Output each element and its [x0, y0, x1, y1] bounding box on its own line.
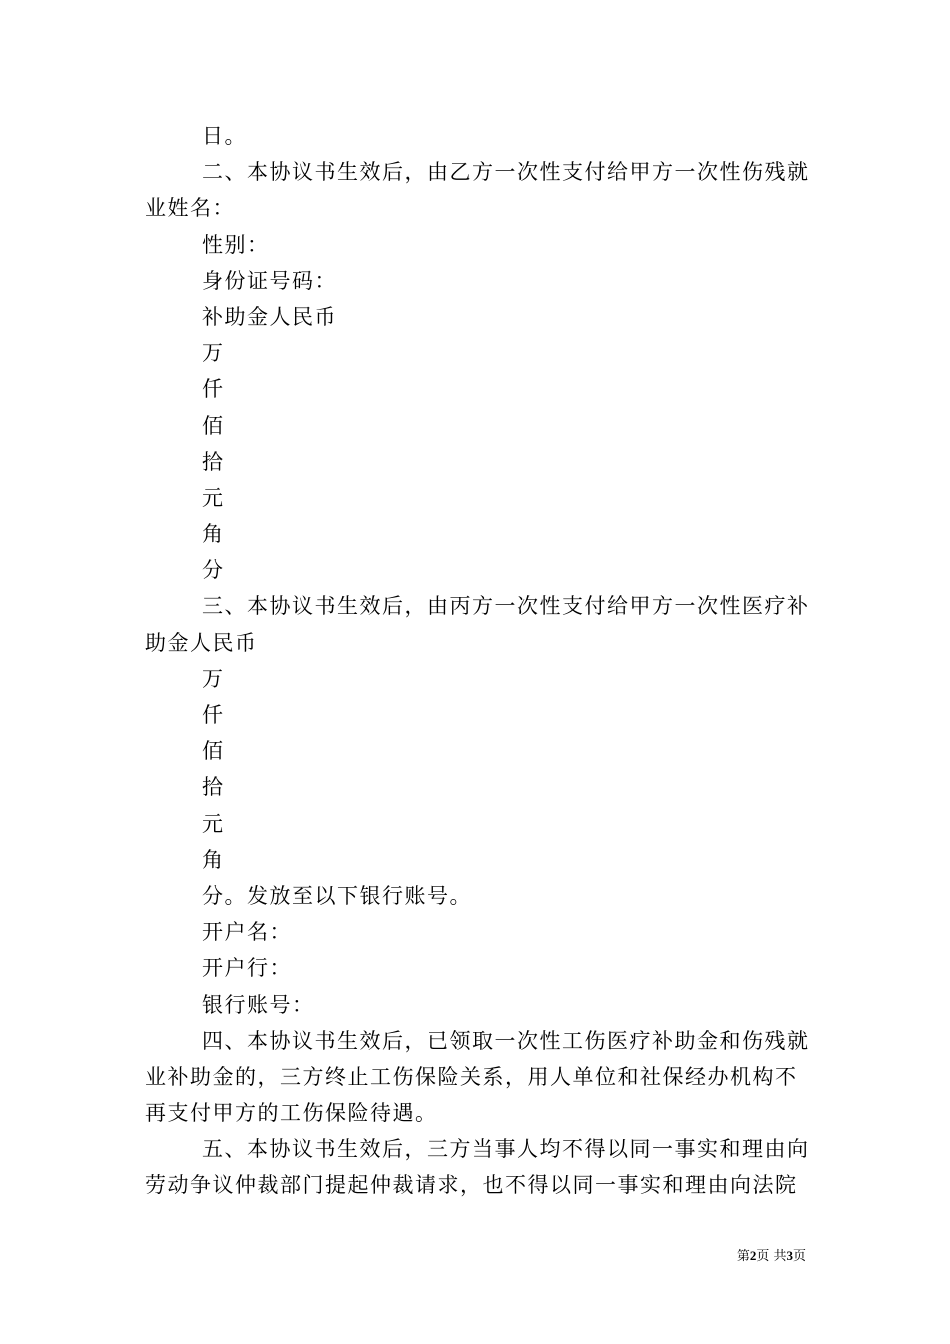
amount-unit: 仟	[202, 377, 225, 402]
bank-branch-label: 开户行：	[202, 956, 292, 981]
id-number-label: 身份证号码：	[202, 268, 337, 293]
amount-unit: 角	[202, 847, 225, 872]
amount-unit: 佰	[202, 739, 225, 764]
document-body	[145, 118, 810, 1204]
text-line: 日。	[202, 124, 247, 148]
clause-four-line: 四、本协议书生效后，已领取一次性工伤医疗补助金和伤残就	[202, 1028, 810, 1053]
amount-unit: 万	[202, 341, 225, 366]
current-page-number: 2	[749, 1248, 757, 1263]
amount-unit: 拾	[202, 775, 225, 800]
clause-three-line: 三、本协议书生效后，由丙方一次性支付给甲方一次性医疗补	[202, 594, 810, 619]
amount-unit: 分。发放至以下银行账号。	[202, 883, 472, 908]
amount-unit: 佰	[202, 413, 225, 438]
footer-suffix: 页	[792, 1249, 806, 1264]
gender-label: 性别：	[202, 232, 270, 257]
text-line: 再支付甲方的工伤保险待遇。	[145, 1101, 438, 1126]
page-footer	[737, 1247, 806, 1266]
amount-unit: 元	[202, 811, 225, 836]
amount-unit: 元	[202, 485, 225, 510]
amount-unit: 万	[202, 666, 225, 691]
total-pages-number: 3	[786, 1248, 793, 1263]
text-line: 助金人民币	[145, 630, 258, 655]
footer-prefix: 第	[736, 1249, 750, 1264]
subsidy-label: 补助金人民币	[202, 304, 337, 329]
bank-account-label: 银行账号：	[202, 992, 315, 1017]
amount-unit: 分	[202, 558, 225, 583]
clause-two-line: 二、本协议书生效后，由乙方一次性支付给甲方一次性伤残就	[202, 160, 810, 185]
account-name-label: 开户名：	[202, 920, 292, 945]
clause-five-line: 五、本协议书生效后，三方当事人均不得以同一事实和理由向	[202, 1137, 810, 1162]
text-line: 业补助金的，三方终止工伤保险关系，用人单位和社保经办机构不	[145, 1064, 798, 1089]
amount-unit: 仟	[202, 703, 225, 727]
text-line: 劳动争议仲裁部门提起仲裁请求，也不得以同一事实和理由向法院	[145, 1173, 798, 1198]
footer-middle: 页 共	[756, 1249, 787, 1264]
amount-unit: 拾	[202, 449, 225, 474]
text-line: 业姓名：	[145, 196, 235, 221]
amount-unit: 角	[202, 522, 225, 547]
